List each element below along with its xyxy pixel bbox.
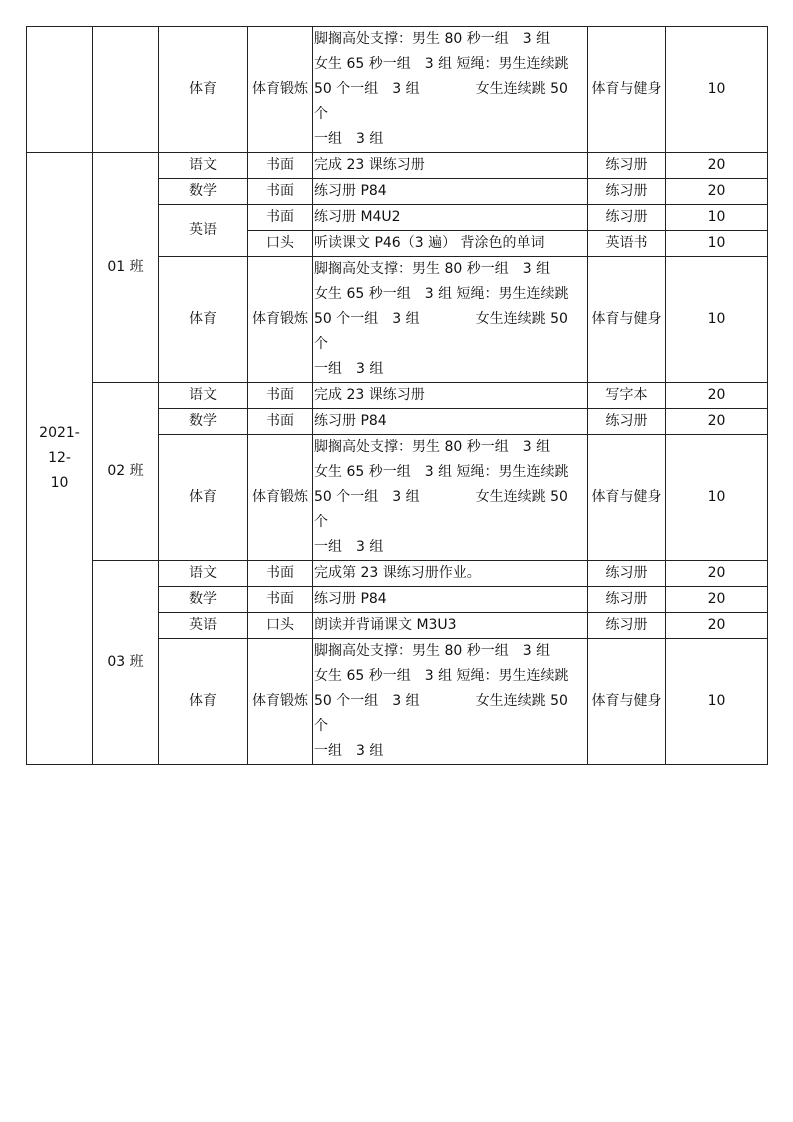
subject-cell: 数学 — [159, 587, 248, 613]
type-cell: 体育锻炼 — [248, 435, 313, 561]
content-cell: 听读课文 P46（3 遍） 背涂色的单词 — [313, 231, 588, 257]
type-cell: 书面 — [248, 383, 313, 409]
homework-table — [26, 26, 768, 765]
type-cell: 体育锻炼 — [248, 27, 313, 153]
material-cell: 练习册 — [588, 409, 666, 435]
table-row — [27, 561, 768, 587]
subject-cell: 体育 — [159, 435, 248, 561]
type-cell: 书面 — [248, 205, 313, 231]
subject-cell: 体育 — [159, 257, 248, 383]
material-cell: 写字本 — [588, 383, 666, 409]
type-cell: 书面 — [248, 179, 313, 205]
type-cell: 书面 — [248, 561, 313, 587]
subject-cell: 体育 — [159, 27, 248, 153]
material-cell: 体育与健身 — [588, 257, 666, 383]
subject-cell: 体育 — [159, 639, 248, 765]
minutes-cell: 10 — [666, 435, 768, 561]
minutes-cell: 10 — [666, 27, 768, 153]
type-cell: 体育锻炼 — [248, 257, 313, 383]
content-cell: 完成第 23 课练习册作业。 — [313, 561, 588, 587]
minutes-cell: 10 — [666, 639, 768, 765]
minutes-cell: 10 — [666, 257, 768, 383]
material-cell: 练习册 — [588, 613, 666, 639]
table-row — [27, 153, 768, 179]
table-row — [27, 383, 768, 409]
class-cell: 03 班 — [93, 561, 159, 765]
content-cell: 朗读并背诵课文 M3U3 — [313, 613, 588, 639]
subject-cell: 数学 — [159, 179, 248, 205]
content-cell: 脚搁高处支撑：男生 80 秒一组 3 组 女生 65 秒一组 3 组 短绳：男生连续跳 50 个一组 3 组 女生连续跳 50 个 一组 3 组 — [313, 639, 588, 765]
date-cell-empty — [27, 27, 93, 153]
content-cell: 练习册 P84 — [313, 587, 588, 613]
material-cell: 体育与健身 — [588, 639, 666, 765]
material-cell: 练习册 — [588, 561, 666, 587]
type-cell: 书面 — [248, 587, 313, 613]
content-cell: 脚搁高处支撑：男生 80 秒一组 3 组 女生 65 秒一组 3 组 短绳：男生连续跳 50 个一组 3 组 女生连续跳 50 个 一组 3 组 — [313, 435, 588, 561]
minutes-cell: 20 — [666, 587, 768, 613]
date-cell: 2021-12- 10 — [27, 153, 93, 765]
content-cell: 完成 23 课练习册 — [313, 153, 588, 179]
class-cell-empty — [93, 27, 159, 153]
content-cell: 完成 23 课练习册 — [313, 383, 588, 409]
minutes-cell: 20 — [666, 561, 768, 587]
content-cell: 练习册 M4U2 — [313, 205, 588, 231]
minutes-cell: 20 — [666, 179, 768, 205]
minutes-cell: 20 — [666, 409, 768, 435]
type-cell: 书面 — [248, 409, 313, 435]
subject-cell: 语文 — [159, 561, 248, 587]
minutes-cell: 20 — [666, 153, 768, 179]
material-cell: 体育与健身 — [588, 435, 666, 561]
type-cell: 书面 — [248, 153, 313, 179]
subject-cell: 英语 — [159, 205, 248, 257]
content-cell: 练习册 P84 — [313, 409, 588, 435]
material-cell: 练习册 — [588, 153, 666, 179]
content-cell: 练习册 P84 — [313, 179, 588, 205]
material-cell: 体育与健身 — [588, 27, 666, 153]
subject-cell: 语文 — [159, 153, 248, 179]
minutes-cell: 20 — [666, 613, 768, 639]
content-cell: 脚搁高处支撑：男生 80 秒一组 3 组 女生 65 秒一组 3 组 短绳：男生连续跳 50 个一组 3 组 女生连续跳 50 个 一组 3 组 — [313, 27, 588, 153]
subject-cell: 语文 — [159, 383, 248, 409]
type-cell: 体育锻炼 — [248, 639, 313, 765]
subject-cell: 数学 — [159, 409, 248, 435]
material-cell: 练习册 — [588, 587, 666, 613]
class-cell: 02 班 — [93, 383, 159, 561]
minutes-cell: 20 — [666, 383, 768, 409]
type-cell: 口头 — [248, 231, 313, 257]
minutes-cell: 10 — [666, 205, 768, 231]
material-cell: 英语书 — [588, 231, 666, 257]
subject-cell: 英语 — [159, 613, 248, 639]
class-cell: 01 班 — [93, 153, 159, 383]
type-cell: 口头 — [248, 613, 313, 639]
table-row — [27, 27, 768, 153]
material-cell: 练习册 — [588, 205, 666, 231]
minutes-cell: 10 — [666, 231, 768, 257]
material-cell: 练习册 — [588, 179, 666, 205]
content-cell: 脚搁高处支撑：男生 80 秒一组 3 组 女生 65 秒一组 3 组 短绳：男生连续跳 50 个一组 3 组 女生连续跳 50 个 一组 3 组 — [313, 257, 588, 383]
